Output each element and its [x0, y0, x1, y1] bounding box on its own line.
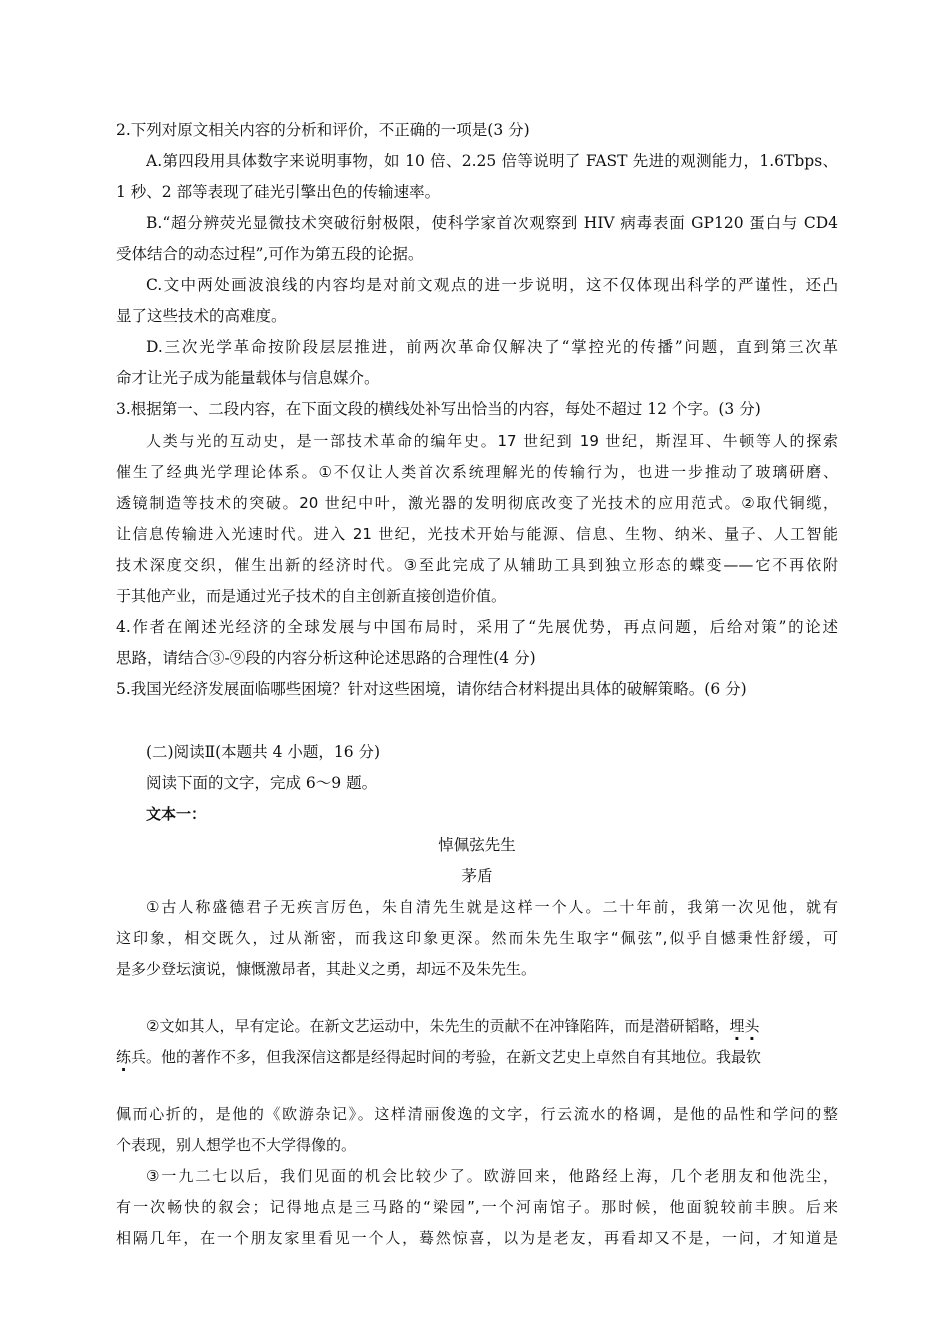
q4-stem-line2: 思路，请结合③-⑨段的内容分析这种论述思路的合理性(4 分): [116, 649, 536, 667]
section2-instruction: 阅读下面的文字，完成 6～9 题。: [146, 774, 378, 792]
essay-p3-line3: 相隔几年，在一个朋友家里看见一个人，蓦然惊喜，以为是老友，再看却又不是，一问，才知道是: [116, 1229, 838, 1247]
essay-p2-line1: [146, 1016, 846, 1036]
q2-option-a-line2: 1 秒、2 部等表现了硅光引擎出色的传输速率。: [116, 183, 441, 201]
q2-option-c-line1: C.文中两处画波浪线的内容均是对前文观点的进一步说明，这不仅体现出科学的严谨性，还凸: [146, 276, 838, 294]
q2-stem: 2.下列对原文相关内容的分析和评价，不正确的一项是(3 分): [116, 121, 530, 139]
q3-passage-line4: 让信息传输进入光速时代。进入 21 世纪，光技术开始与能源、信息、生物、纳米、量子、人工智能: [116, 525, 838, 543]
q2-option-b-line1: B.“超分辨荧光显微技术突破衍射极限，使科学家首次观察到 HIV 病毒表面 GP120 蛋白与 CD4: [146, 214, 838, 232]
essay-p1-line3: 是多少登坛演说，慷慨激昂者，其赴义之勇，却远不及朱先生。: [116, 960, 537, 978]
q2-option-d-line1: D.三次光学革命按阶段层层推进，前两次革命仅解决了“掌控光的传播”问题，直到第三次革: [146, 338, 838, 356]
essay-author: 茅盾: [461, 867, 493, 885]
essay-p2-line1-text: ②文如其人，早有定论。在新文艺运动中，朱先生的贡献不在冲锋陷阵，而是潜研韬略，: [146, 1017, 730, 1035]
q5-stem: 5.我国光经济发展面临哪些困境？针对这些困境，请你结合材料提出具体的破解策略。(6 分): [116, 680, 747, 698]
section2-heading: (二)阅读Ⅱ(本题共 4 小题，16 分): [146, 743, 381, 761]
emphasis-char: 埋: [729, 1017, 745, 1035]
emphasis-char: 头: [744, 1017, 760, 1035]
q2-option-d-line2: 命才让光子成为能量载体与信息媒介。: [116, 369, 380, 387]
q2-option-a-line1: A.第四段用具体数字来说明事物，如 10 倍、2.25 倍等说明了 FAST 先进的观测能力，1.6Tbps、: [146, 152, 838, 170]
q3-stem: 3.根据第一、二段内容，在下面文段的横线处补写出恰当的内容，每处不超过 12 个字。(3 分): [116, 400, 761, 418]
essay-p1-line2: 这印象，相交既久，过从渐密，而我这印象更深。然而朱先生取字“佩弦”,似乎自憾秉性舒缓，可: [116, 929, 838, 947]
essay-p2-line2: [116, 1047, 838, 1067]
essay-p2-line2-text: 兵。他的著作不多，但我深信这都是经得起时间的考验，在新文艺史上卓然自有其地位。我最钦: [131, 1048, 762, 1066]
q3-passage-line1: 人类与光的互动史，是一部技术革命的编年史。17 世纪到 19 世纪，斯涅耳、牛顿等人的探索: [146, 432, 838, 450]
q3-passage-line6: 于其他产业，而是通过光子技术的自主创新直接创造价值。: [116, 587, 507, 605]
emphasis-char: 练: [116, 1048, 132, 1066]
essay-p3-line2: 有一次畅快的叙会；记得地点是三马路的“梁园”,一个河南馆子。那时候，他面貌较前丰腴。后来: [116, 1198, 838, 1216]
q2-option-b-line2: 受体结合的动态过程”,可作为第五段的论据。: [116, 245, 424, 263]
essay-p3-line1: ③一九二七以后，我们见面的机会比较少了。欧游回来，他路经上海，几个老朋友和他洗尘，: [146, 1167, 838, 1185]
q4-stem-line1: 4.作者在阐述光经济的全球发展与中国布局时，采用了“先展优势，再点问题，后给对策”的论述: [116, 618, 838, 636]
essay-p2-line3: 佩而心折的，是他的《欧游杂记》。这样清丽俊逸的文字，行云流水的格调，是他的品性和学问的整: [116, 1105, 838, 1123]
essay-title: 悼佩弦先生: [438, 836, 516, 854]
essay-p1-line1: ①古人称盛德君子无疾言厉色，朱自清先生就是这样一个人。二十年前，我第一次见他，就有: [146, 898, 838, 916]
q2-option-c-line2: 显了这些技术的高难度。: [116, 307, 287, 325]
text-one-label: 文本一：: [146, 805, 207, 823]
essay-p2-line4: 个表现，别人想学也不大学得像的。: [116, 1136, 357, 1154]
q3-passage-line2: 催生了经典光学理论体系。①不仅让人类首次系统理解光的传输行为，也进一步推动了玻璃研磨、: [116, 463, 838, 481]
q3-passage-line5: 技术深度交织，催生出新的经济时代。③至此完成了从辅助工具到独立形态的蝶变——它不再依附: [116, 556, 838, 574]
q3-passage-line3: 透镜制造等技术的突破。20 世纪中叶，激光器的发明彻底改变了光技术的应用范式。②取代铜缆，: [116, 494, 838, 512]
